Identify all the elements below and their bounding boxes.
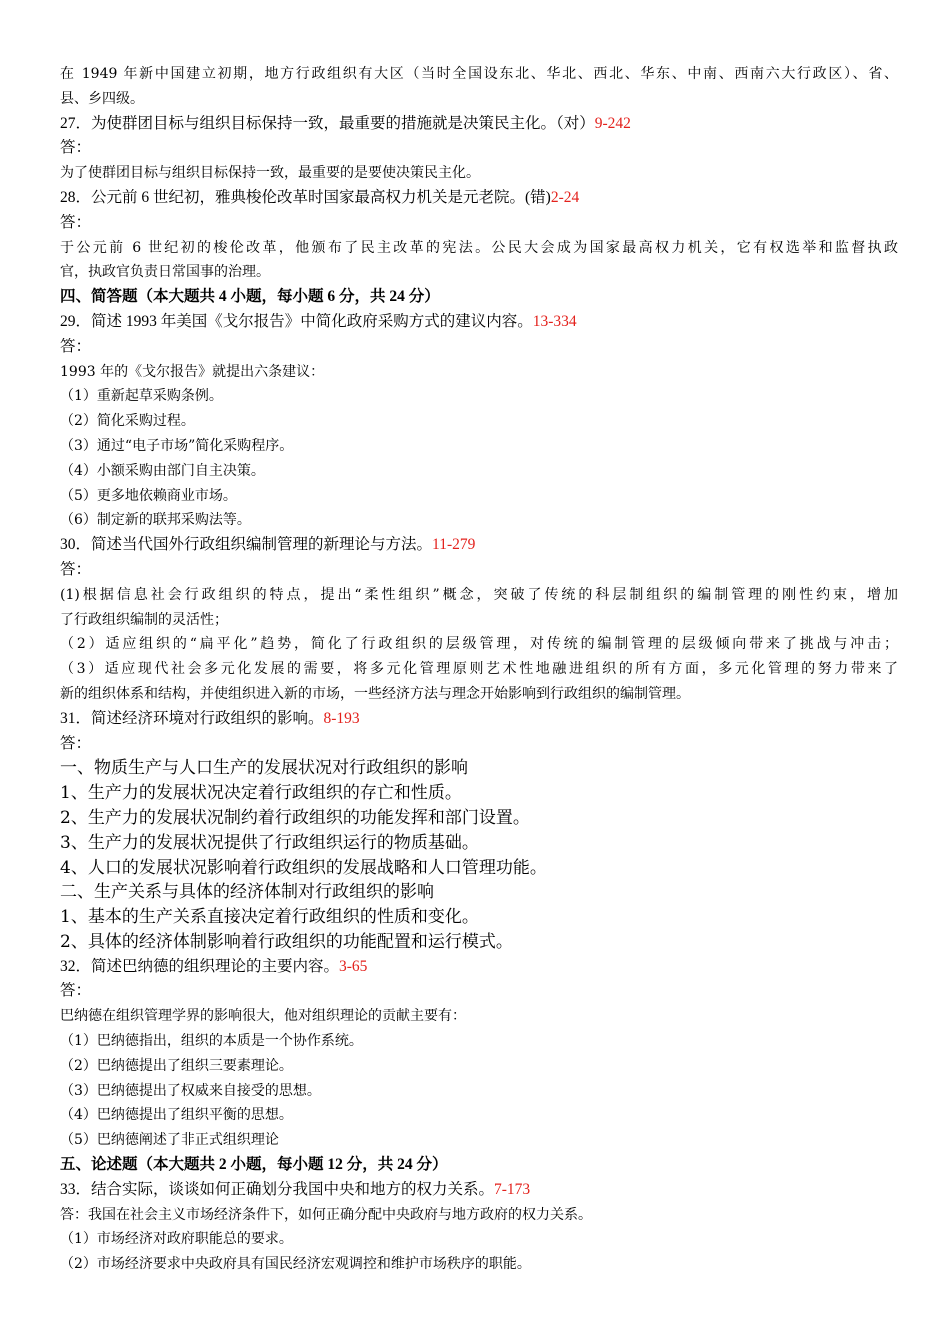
page-reference: 8-193 — [323, 709, 360, 727]
text-line — [60, 533, 898, 558]
page-reference: 3-65 — [339, 957, 368, 975]
text-line — [60, 1079, 898, 1104]
text-line — [60, 161, 898, 186]
line-text: 答： — [60, 139, 92, 157]
text-line — [60, 558, 898, 583]
line-text: 四、简答题（本大题共 4 小题，每小题 6 分，共 24 分） — [60, 288, 440, 306]
line-text: （6）制定新的联邦采购法等。 — [60, 512, 251, 529]
text-line — [60, 756, 898, 781]
line-text: 31．简述经济环境对行政组织的影响。 — [60, 709, 324, 727]
line-text: （2）市场经济要求中央政府具有国民经济宏观调控和维护市场秩序的职能。 — [60, 1256, 531, 1273]
text-line — [60, 1227, 898, 1252]
text-line — [60, 285, 898, 310]
line-text: 一、物质生产与人口生产的发展状况对行政组织的影响 — [60, 758, 468, 779]
line-text: （2）简化采购过程。 — [60, 413, 195, 430]
line-text: 为了使群团目标与组织目标保持一致，最重要的是要使决策民主化。 — [60, 165, 480, 182]
text-line — [60, 930, 898, 955]
text-line — [60, 955, 898, 980]
text-line — [60, 682, 898, 707]
line-text: （1）市场经济对政府职能总的要求。 — [60, 1231, 293, 1248]
line-text: 县、乡四级。 — [60, 90, 144, 107]
text-line — [60, 335, 898, 360]
text-line — [60, 434, 898, 459]
line-text: 30．简述当代国外行政组织编制管理的新理论与方法。 — [60, 536, 433, 554]
text-line — [60, 310, 898, 335]
page-reference: 9-242 — [594, 114, 631, 132]
text-line — [60, 1203, 898, 1228]
text-line — [60, 632, 898, 657]
line-text: 32．简述巴纳德的组织理论的主要内容。 — [60, 957, 340, 975]
text-line — [60, 1252, 898, 1277]
text-line — [60, 1178, 898, 1203]
text-line — [60, 211, 898, 236]
line-text: 2、生产力的发展状况制约着行政组织的功能发挥和部门设置。 — [60, 807, 530, 828]
text-line — [60, 979, 898, 1004]
text-line — [60, 136, 898, 161]
line-text: 答： — [60, 213, 92, 231]
line-text: 3、生产力的发展状况提供了行政组织运行的物质基础。 — [60, 832, 479, 853]
text-line — [60, 459, 898, 484]
page-reference: 7-173 — [494, 1180, 531, 1198]
page-reference: 2-24 — [550, 188, 580, 206]
text-line — [60, 657, 898, 682]
line-text: 新的组织体系和结构，并使组织进入新的市场，一些经济方法与理念开始影响到行政组织的编制管理。 — [60, 685, 690, 702]
line-text: (1)根据信息社会行政组织的特点，提出“柔性组织”概念，突破了传统的科层制组织的编制管理的刚性约束，增加 — [60, 586, 898, 603]
text-line — [60, 732, 898, 757]
line-text: 于公元前 6 世纪初的梭伦改革，他颁布了民主改革的宪法。公民大会成为国家最高权力机关，它有权选举和监督执政 — [60, 239, 898, 256]
text-line — [60, 781, 898, 806]
text-line — [60, 583, 898, 608]
text-line — [60, 831, 898, 856]
text-line — [60, 236, 898, 261]
line-text: （5）巴纳德阐述了非正式组织理论 — [60, 1132, 279, 1149]
text-line — [60, 112, 898, 137]
line-text: 了行政组织编制的灵活性； — [60, 611, 228, 628]
text-line — [60, 1004, 898, 1029]
line-text: 答： — [60, 560, 92, 578]
line-text: 五、论述题（本大题共 2 小题，每小题 12 分，共 24 分） — [60, 1156, 448, 1174]
line-text: 答： — [60, 982, 92, 1000]
line-text: （3）通过“电子市场”简化采购程序。 — [60, 437, 294, 454]
line-text: 巴纳德在组织管理学界的影响很大，他对组织理论的贡献主要有： — [60, 1008, 466, 1025]
line-text: 答： — [60, 337, 92, 355]
text-line — [60, 856, 898, 881]
line-text: （4）小额采购由部门自主决策。 — [60, 462, 265, 479]
line-text: 2、具体的经济体制影响着行政组织的功能配置和运行模式。 — [60, 931, 513, 952]
line-text: 官，执政官负责日常国事的治理。 — [60, 264, 270, 281]
line-text: 1993 年的《戈尔报告》就提出六条建议： — [60, 363, 325, 380]
line-text: （5）更多地依赖商业市场。 — [60, 487, 237, 504]
text-line — [60, 1029, 898, 1054]
text-line — [60, 384, 898, 409]
text-line — [60, 1153, 898, 1178]
text-line — [60, 186, 898, 211]
line-text: 4、人口的发展状况影响着行政组织的发展战略和人口管理功能。 — [60, 857, 547, 878]
line-text: （2）适应组织的“扁平化”趋势，简化了行政组织的层级管理，对传统的编制管理的层级倾向带来了挑战与冲击； — [60, 636, 898, 653]
text-line — [60, 409, 898, 434]
line-text: 答：我国在社会主义市场经济条件下，如何正确分配中央政府与地方政府的权力关系。 — [60, 1206, 592, 1223]
line-text: （4）巴纳德提出了组织平衡的思想。 — [60, 1107, 293, 1124]
line-text: 1、基本的生产关系直接决定着行政组织的性质和变化。 — [60, 907, 479, 928]
text-line — [60, 260, 898, 285]
line-text: 29．简述 1993 年美国《戈尔报告》中简化政府采购方式的建议内容。 — [60, 312, 533, 330]
text-line — [60, 1103, 898, 1128]
line-text: 1、生产力的发展状况决定着行政组织的存亡和性质。 — [60, 783, 462, 804]
text-line — [60, 1128, 898, 1153]
page-reference: 13-334 — [532, 312, 577, 330]
text-line — [60, 87, 898, 112]
line-text: 28．公元前 6 世纪初，雅典梭伦改革时国家最高权力机关是元老院。(错) — [60, 188, 551, 206]
text-line — [60, 608, 898, 633]
text-line — [60, 484, 898, 509]
line-text: （3）适应现代社会多元化发展的需要，将多元化管理原则艺术性地融进组织的所有方面，多元化管理的努力带来了 — [60, 661, 898, 678]
line-text: （3）巴纳德提出了权威来自接受的思想。 — [60, 1082, 321, 1099]
text-line — [60, 707, 898, 732]
text-line — [60, 806, 898, 831]
line-text: （1）重新起草采购条例。 — [60, 388, 223, 405]
line-text: 二、生产关系与具体的经济体制对行政组织的影响 — [60, 882, 434, 903]
line-text: 答： — [60, 734, 92, 752]
page-reference: 11-279 — [432, 536, 476, 554]
text-line — [60, 1054, 898, 1079]
text-line — [60, 62, 898, 87]
line-text: （2）巴纳德提出了组织三要素理论。 — [60, 1057, 293, 1074]
text-line — [60, 360, 898, 385]
text-line — [60, 905, 898, 930]
line-text: 在 1949 年新中国建立初期，地方行政组织有大区（当时全国设东北、华北、西北、华东、中南、西南六大行政区）、省、 — [60, 66, 898, 82]
line-text: 33．结合实际，谈谈如何正确划分我国中央和地方的权力关系。 — [60, 1180, 495, 1198]
text-line — [60, 880, 898, 905]
line-text: 27．为使群团目标与组织目标保持一致，最重要的措施就是决策民主化。（对） — [60, 114, 595, 132]
line-text: （1）巴纳德指出，组织的本质是一个协作系统。 — [60, 1033, 363, 1050]
text-line — [60, 508, 898, 533]
